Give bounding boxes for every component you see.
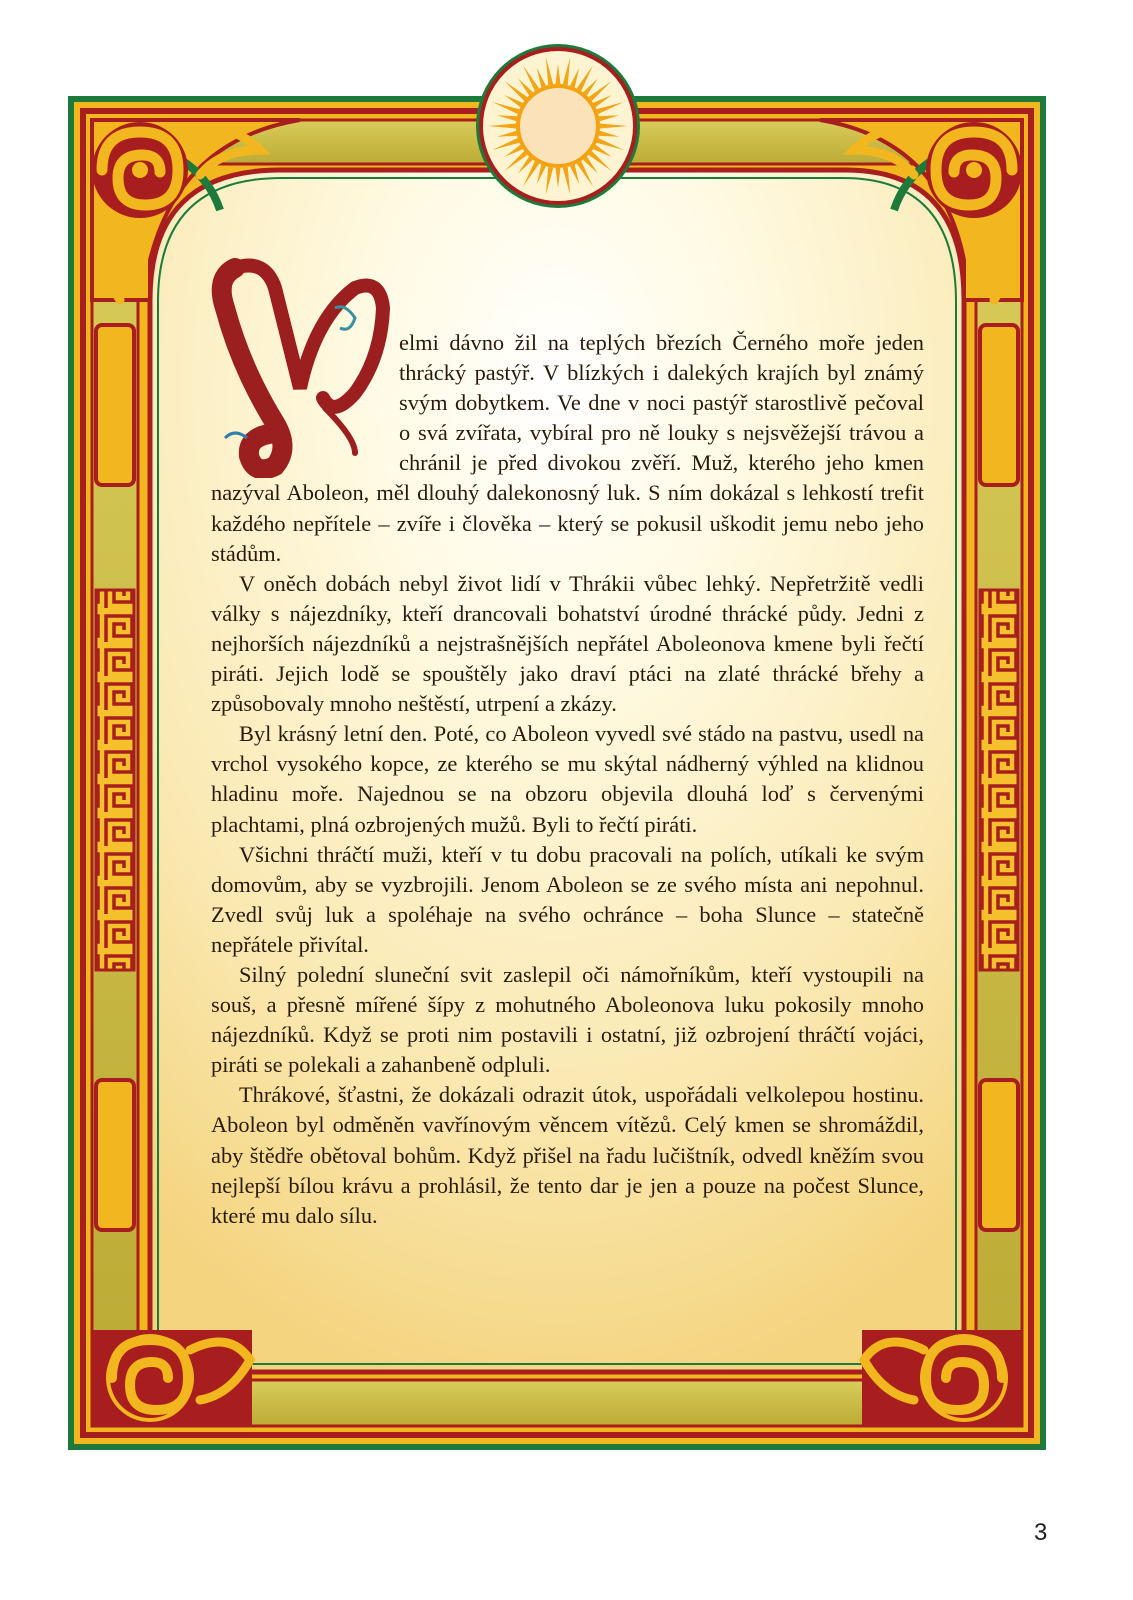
right-meander-band <box>980 590 1018 970</box>
celtic-knot-icon-bottom-left <box>92 1330 252 1426</box>
story-text <box>211 328 924 1231</box>
paragraph-5: Silný polední sluneční svit zaslepil oči námořníkům, kteří vystoupili na souš, a přesně mířené šípy z mohutného Aboleonova luku pokosily mnoho nájezdníků. Když se proti nim postavili i ostatní, již ozbrojení thráčtí vojáci, piráti se polekali a zahanbeně odpluli. <box>211 961 924 1078</box>
celtic-knot-icon-bottom-right <box>862 1330 1022 1426</box>
left-meander-band <box>96 590 134 970</box>
paragraph-6: Thrákové, šťastni, že dokázali odrazit útok, uspořádali velkolepou hostinu. Aboleon byl odměněn vavřínovým věncem vítězů. Celý kmen se shromáždil, aby štědře obětoval bohům. Když přišel na řadu lučištník, odvedl kněžím svou nejlepší bílou krávu a prohlásil, že tento dar je jen a pouze na počest Slunce, které mu dalo sílu. <box>211 1082 924 1228</box>
sun-medallion-icon <box>476 44 640 208</box>
paragraph-3: Byl krásný letní den. Poté, co Aboleon vyvedl své stádo na pastvu, usedl na vrchol vysokého kopce, ze kterého se mu skýtal nádherný výhled na klidnou hladinu moře. Najednou se na obzoru objevila dlouhá loď s červenými plachtami, plná ozbrojených mužů. Byli to řečtí piráti. <box>211 721 924 837</box>
paragraph-1: elmi dávno žil na teplých březích Černého moře jeden thrácký pastýř. V blízkých i dalekých krajích byl známý svým dobytkem. Ve dne v noci pastýř starostlivě pečoval o svá zvířata, vybíral pro ně louky s nejsvěžejší trávou a chránil je před divokou zvěří. Muž, kterého jeho kmen nazýval Aboleon, měl dlouhý dalekonosný luk. S ním dokázal s lehkostí trefit každého nepřítele – zvíře i člověka – který se pokusil uškodit jemu nebo jeho stádům. <box>211 330 924 566</box>
dropcap-letter-v <box>205 248 391 478</box>
paragraph-2: V oněch dobách nebyl život lidí v Thrákii vůbec lehký. Nepřetržitě vedli války s nájezdníky, kteří drancovali bohatství úrodné thrácké půdy. Jedni z nejhorších nájezdníků a nejstrašnějších nepřátel Aboleonova kmene byli řečtí piráti. Jejich lodě se spouštěly jako draví ptáci na zlaté thrácké břehy a způsobovaly mnoho neštěstí, utrpení a zkázy. <box>211 570 924 717</box>
page-number: 3 <box>1034 1519 1048 1546</box>
paragraph-4: Všichni thráčtí muži, kteří v tu dobu pracovali na polích, utíkali ke svým domovům, aby se vyzbrojili. Jenom Aboleon se ze svého místa ani nepohnul. Zvedl svůj luk a spoléhaje na svého ochránce – boha Slunce – statečně nepřátele přivítal. <box>211 841 924 957</box>
